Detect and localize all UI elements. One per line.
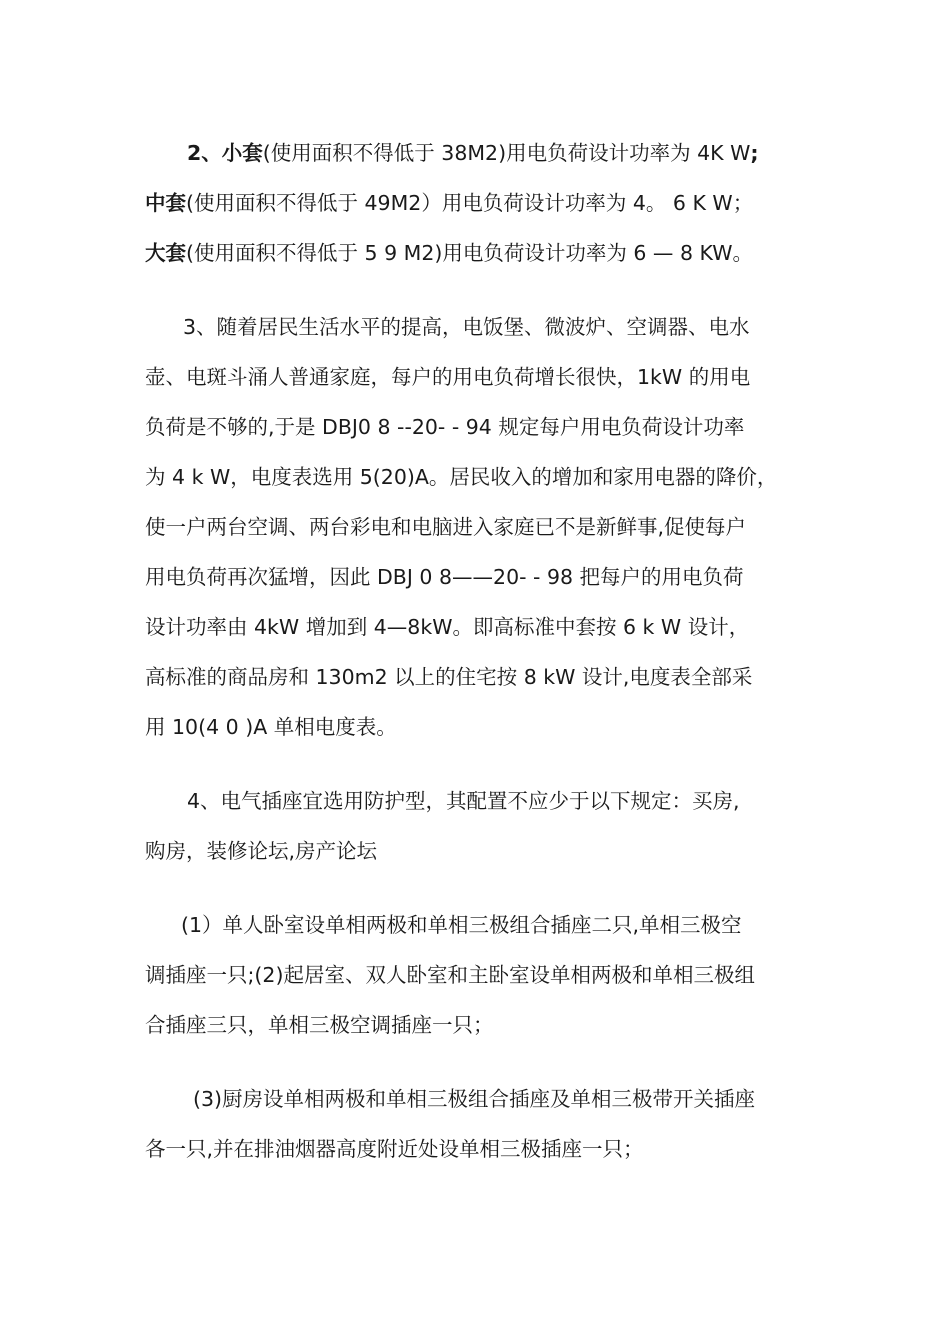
text-run: 调插座一只;(2)起居室、双人卧室和主卧室设单相两极和单相三极组: [145, 963, 755, 987]
text-line: [145, 602, 820, 652]
text-run: (使用面积不得低于 38M2)用电负荷设计功率为 4K W: [262, 141, 751, 165]
text-run: 设计功率由 4kW 增加到 4—8kW。即高标准中套按 6 k W 设计，: [145, 615, 750, 639]
text-line: [145, 1000, 820, 1050]
paragraph-gap: [145, 278, 820, 302]
text-run: 高标准的商品房和 130m2 以上的住宅按 8 kW 设计,电度表全部采: [145, 665, 753, 689]
paragraph-p2: [145, 128, 820, 278]
text-run: 购房，装修论坛,房产论坛: [145, 839, 378, 863]
text-line: [145, 776, 820, 826]
text-run: 3、随着居民生活水平的提高，电饭堡、微波炉、空调器、电水: [183, 315, 750, 339]
text-run: 壶、电斑斗涌人普通家庭，每户的用电负荷增长很快，1kW 的用电: [145, 365, 751, 389]
text-line: [145, 702, 820, 752]
bold-text: 2、: [187, 141, 222, 165]
text-line: [145, 178, 820, 228]
text-run: 各一只,并在排油烟器高度附近处设单相三极插座一只；: [145, 1137, 644, 1161]
text-line: [145, 302, 820, 352]
text-run: 用 10(4 0 )A 单相电度表。: [145, 715, 397, 739]
text-line: [145, 552, 820, 602]
text-run: 用电负荷再次猛增，因此 DBJ 0 8——20- - 98 把每户的用电负荷: [145, 565, 744, 589]
text-line: [145, 1074, 820, 1124]
paragraph-gap: [145, 752, 820, 776]
text-line: [145, 900, 820, 950]
text-run: (1）单人卧室设单相两极和单相三极组合插座二只,单相三极空: [181, 913, 742, 937]
text-run: 合插座三只，单相三极空调插座一只；: [145, 1013, 494, 1037]
text-line: [145, 228, 820, 278]
paragraph-p4: [145, 776, 820, 876]
text-run: (3)厨房设单相两极和单相三极组合插座及单相三极带开关插座: [193, 1087, 756, 1111]
text-line: [145, 128, 820, 178]
text-line: [145, 452, 820, 502]
text-line: [145, 950, 820, 1000]
text-line: [145, 502, 820, 552]
paragraph-gap: [145, 876, 820, 900]
text-line: [145, 652, 820, 702]
text-run: 负荷是不够的,于是 DBJ0 8 --20- - 94 规定每户用电负荷设计功率: [145, 415, 745, 439]
bold-text: 中套: [145, 191, 186, 215]
text-run: (使用面积不得低于 49M2）用电负荷设计功率为 4。 6 K W；: [186, 191, 754, 215]
paragraph-p5: [145, 900, 820, 1050]
text-line: [145, 402, 820, 452]
paragraph-gap: [145, 1050, 820, 1074]
text-line: [145, 1124, 820, 1174]
text-line: [145, 352, 820, 402]
text-run: (使用面积不得低于 5 9 M2)用电负荷设计功率为 6 — 8 KW。: [186, 241, 753, 265]
text-line: [145, 826, 820, 876]
text-run: 使一户两台空调、两台彩电和电脑进入家庭已不是新鲜事,促使每户: [145, 515, 747, 539]
paragraph-p6: [145, 1074, 820, 1174]
text-run: 为 4 k W，电度表选用 5(20)A。居民收入的增加和家用电器的降价，: [145, 465, 778, 489]
paragraph-p3: [145, 302, 820, 752]
document-body: [145, 128, 820, 1174]
bold-text: 大套: [145, 241, 186, 265]
text-run: 4、电气插座宜选用防护型，其配置不应少于以下规定：买房,: [187, 789, 740, 813]
bold-text: 小套: [221, 141, 263, 165]
bold-text: ;: [750, 141, 759, 165]
